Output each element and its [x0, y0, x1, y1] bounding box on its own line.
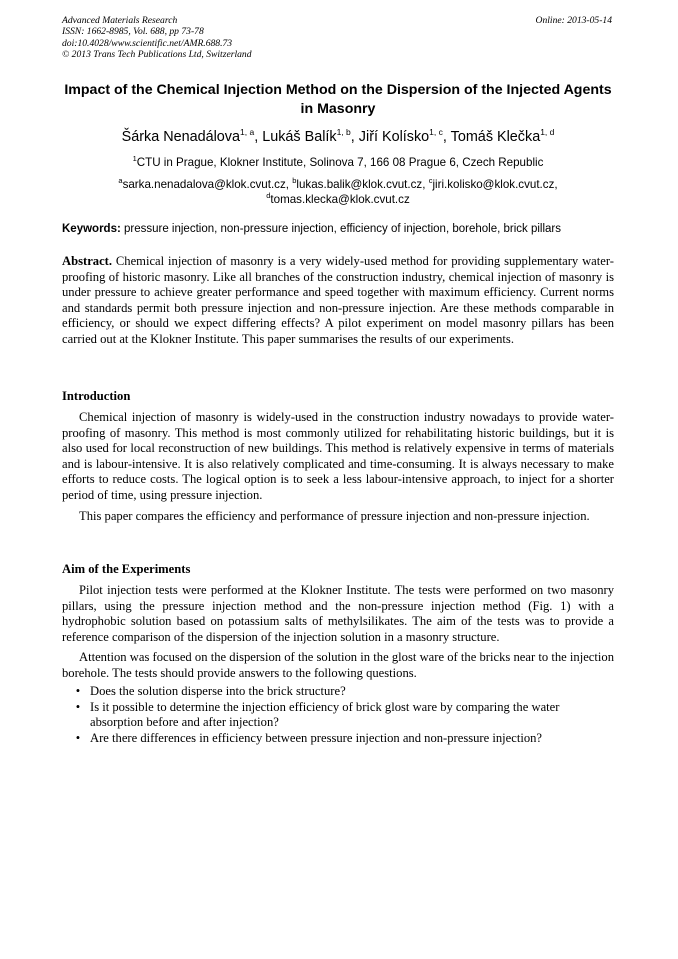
email-link[interactable]: tomas.klecka@klok.cvut.cz: [270, 193, 410, 206]
email-line-1: [62, 177, 614, 192]
introduction-paragraph: Chemical injection of masonry is widely-used in the construction industry nowadays to provide water-proofing of masonry. This method is most commonly utilized for rehabilitating historic buildings, but it is also used for local reconstruction of new buildings. This method is relatively expensive in terms of materials and is labour-intensive. It is also relatively complicated and time-consuming. It is always necessary to make efforts to reduce costs. The logical option is to seek a less labour-intensive approach, to inject for a shorter period of time, using pressure injection.: [62, 410, 614, 502]
email-mark: a: [118, 176, 123, 185]
affiliation: [62, 155, 614, 170]
email-separator: ,: [285, 178, 293, 191]
author-affil-mark: 1, b: [336, 127, 351, 137]
author-separator: ,: [254, 129, 263, 145]
keywords-text: pressure injection, non-pressure injection, efficiency of injection, borehole, brick pillars: [120, 223, 562, 235]
paper-title: Impact of the Chemical Injection Method on the Dispersion of the Injected Agents in Masonry: [64, 82, 612, 117]
aim-paragraph: Pilot injection tests were performed at the Klokner Institute. The tests were performed on two masonry pillars, using the pressure injection method and the non-pressure injection method (Fig. 1) with a hydrophobic solution based on potassium salts of methylsilikates. The aim of the tests was to provide a reference comparison of the dispersion of the injection solution in a masonry structure.: [62, 583, 614, 644]
author-affil-mark: 1, d: [540, 127, 555, 137]
email-mark: c: [428, 176, 433, 185]
aim-heading: Aim of the Experiments: [62, 562, 191, 576]
author-name: Tomáš Klečka: [450, 129, 541, 145]
affiliation-mark: 1: [132, 154, 137, 163]
question-list: [62, 684, 614, 746]
list-item-text: Are there differences in efficiency between pressure injection and non-pressure injection?: [90, 730, 543, 745]
list-item-text: Does the solution disperse into the brick structure?: [90, 684, 346, 698]
list-item: [62, 700, 614, 731]
online-date: Online: 2013-05-14: [535, 15, 612, 26]
affiliation-text: CTU in Prague, Klokner Institute, Solinova 7, 166 08 Prague 6, Czech Republic: [136, 156, 544, 169]
bullet-icon: •: [75, 699, 81, 714]
bullet-icon: •: [75, 730, 81, 745]
abstract-label: Abstract.: [62, 254, 113, 268]
email-link[interactable]: jiri.kolisko@klok.cvut.cz: [432, 178, 555, 191]
author-list: [62, 128, 614, 146]
author-name: Lukáš Balík: [262, 129, 337, 145]
email-mark: d: [266, 191, 271, 200]
email-separator: ,: [554, 178, 558, 191]
author-name: Šárka Nenadálova: [121, 129, 241, 145]
introduction-heading: Introduction: [62, 389, 131, 403]
journal-name: Advanced Materials Research: [62, 15, 178, 26]
keywords-label: Keywords:: [62, 223, 121, 235]
doi-line: doi:10.4028/www.scientific.net/AMR.688.73: [62, 37, 233, 49]
email-link[interactable]: sarka.nenadalova@klok.cvut.cz: [122, 178, 286, 191]
email-mark: b: [292, 176, 297, 185]
introduction-paragraph: This paper compares the efficiency and performance of pressure injection and non-pressure injection.: [79, 509, 590, 523]
list-item: [62, 731, 614, 747]
abstract: [62, 254, 614, 348]
list-item: [62, 684, 614, 700]
journal-header: [62, 15, 252, 61]
email-line-2: [62, 192, 614, 207]
copyright-line: © 2013 Trans Tech Publications Ltd, Switzerland: [62, 49, 252, 61]
bullet-icon: •: [75, 684, 81, 698]
keywords: [62, 222, 614, 237]
email-link[interactable]: lukas.balik@klok.cvut.cz: [296, 178, 423, 191]
email-separator: ,: [422, 178, 429, 191]
author-affil-mark: 1, a: [240, 127, 255, 137]
author-separator: ,: [350, 129, 359, 145]
author-emails: [62, 177, 614, 207]
list-item-text: Is it possible to determine the injection efficiency of brick glost ware by comparing the water absorption before and after injection?: [90, 699, 560, 730]
abstract-text: Chemical injection of masonry is a very widely-used method for providing supplementary water-proofing of historic masonry. Like all branches of the construction industry, chemical injection of masonry is under pressure to achieve greater performance and speed together with maximum efficiency. Current norms and standards permit both pressure injection and non-pressure injection. Are these methods comparable in efficiency, or should we expect differing effects? A pilot experiment on model masonry pillars has been carried out at the Klokner Institute. This paper summarises the results of our experiments.: [62, 254, 614, 346]
aim-paragraph: Attention was focused on the dispersion of the solution in the glost ware of the bricks near to the injection borehole. The tests should provide answers to the following questions.: [62, 650, 614, 680]
author-name: Jiří Kolísko: [358, 129, 430, 145]
issn-line: ISSN: 1662-8985, Vol. 688, pp 73-78: [62, 26, 204, 38]
author-affil-mark: 1, c: [429, 127, 443, 137]
author-separator: ,: [442, 129, 451, 145]
